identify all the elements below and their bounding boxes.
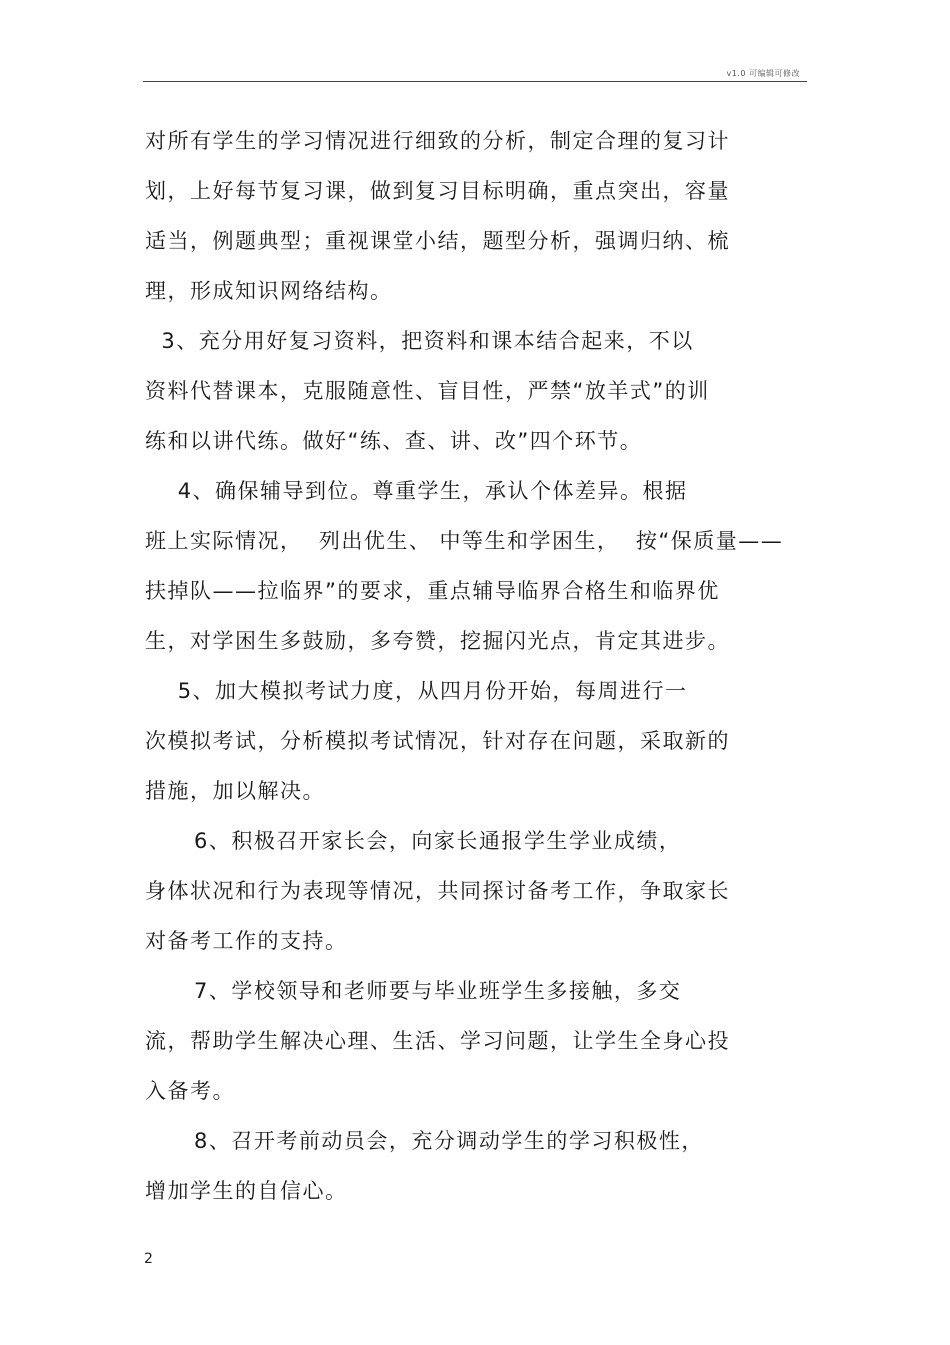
text-line: 适当，例题典型；重视课堂小结，题型分析，强调归纳、梳 bbox=[145, 229, 730, 253]
header-rule bbox=[143, 81, 807, 82]
text-line: 划，上好每节复习课，做到复习目标明确，重点突出，容量 bbox=[145, 179, 730, 203]
text-line: 4、确保辅导到位。尊重学生，承认个体差异。根据 bbox=[145, 479, 688, 503]
text-line: 流，帮助学生解决心理、生活、学习问题，让学生全身心投 bbox=[145, 1029, 730, 1053]
text-line: 身体状况和行为表现等情况，共同探讨备考工作，争取家长 bbox=[145, 879, 730, 903]
text-line: 对备考工作的支持。 bbox=[145, 929, 348, 953]
text-line: 6、积极召开家长会，向家长通报学生学业成绩， bbox=[145, 829, 682, 853]
text-line: 7、学校领导和老师要与毕业班学生多接触，多交 bbox=[145, 979, 682, 1003]
text-line: 措施，加以解决。 bbox=[145, 779, 325, 803]
text-line: 扶掉队——拉临界”的要求，重点辅导临界合格生和临界优 bbox=[145, 579, 720, 603]
text-line: 入备考。 bbox=[145, 1079, 235, 1103]
text-line: 增加学生的自信心。 bbox=[145, 1179, 348, 1203]
text-line: 练和以讲代练。做好“练、查、讲、改”四个环节。 bbox=[145, 429, 643, 453]
text-line: 8、召开考前动员会，充分调动学生的学习积极性， bbox=[145, 1129, 704, 1153]
text-line: 3、充分用好复习资料，把资料和课本结合起来，不以 bbox=[145, 329, 694, 353]
header-note: v1.0 可编辑可修改 bbox=[726, 69, 800, 78]
text-line: 5、加大模拟考试力度，从四月份开始，每周进行一 bbox=[145, 679, 688, 703]
text-line: 对所有学生的学习情况进行细致的分析，制定合理的复习计 bbox=[145, 129, 730, 153]
text-line: 资料代替课本，克服随意性、盲目性，严禁“放羊式”的训 bbox=[145, 379, 710, 403]
text-line: 理，形成知识网络结构。 bbox=[145, 279, 393, 303]
page-number: 2 bbox=[144, 1251, 153, 1267]
text-line: 生，对学困生多鼓励，多夸赞，挖掘闪光点，肯定其进步。 bbox=[145, 629, 730, 653]
text-line: 班上实际情况， 列出优生、 中等生和学困生， 按“保质量—— bbox=[145, 529, 784, 553]
text-line: 次模拟考试，分析模拟考试情况，针对存在问题，采取新的 bbox=[145, 729, 730, 753]
